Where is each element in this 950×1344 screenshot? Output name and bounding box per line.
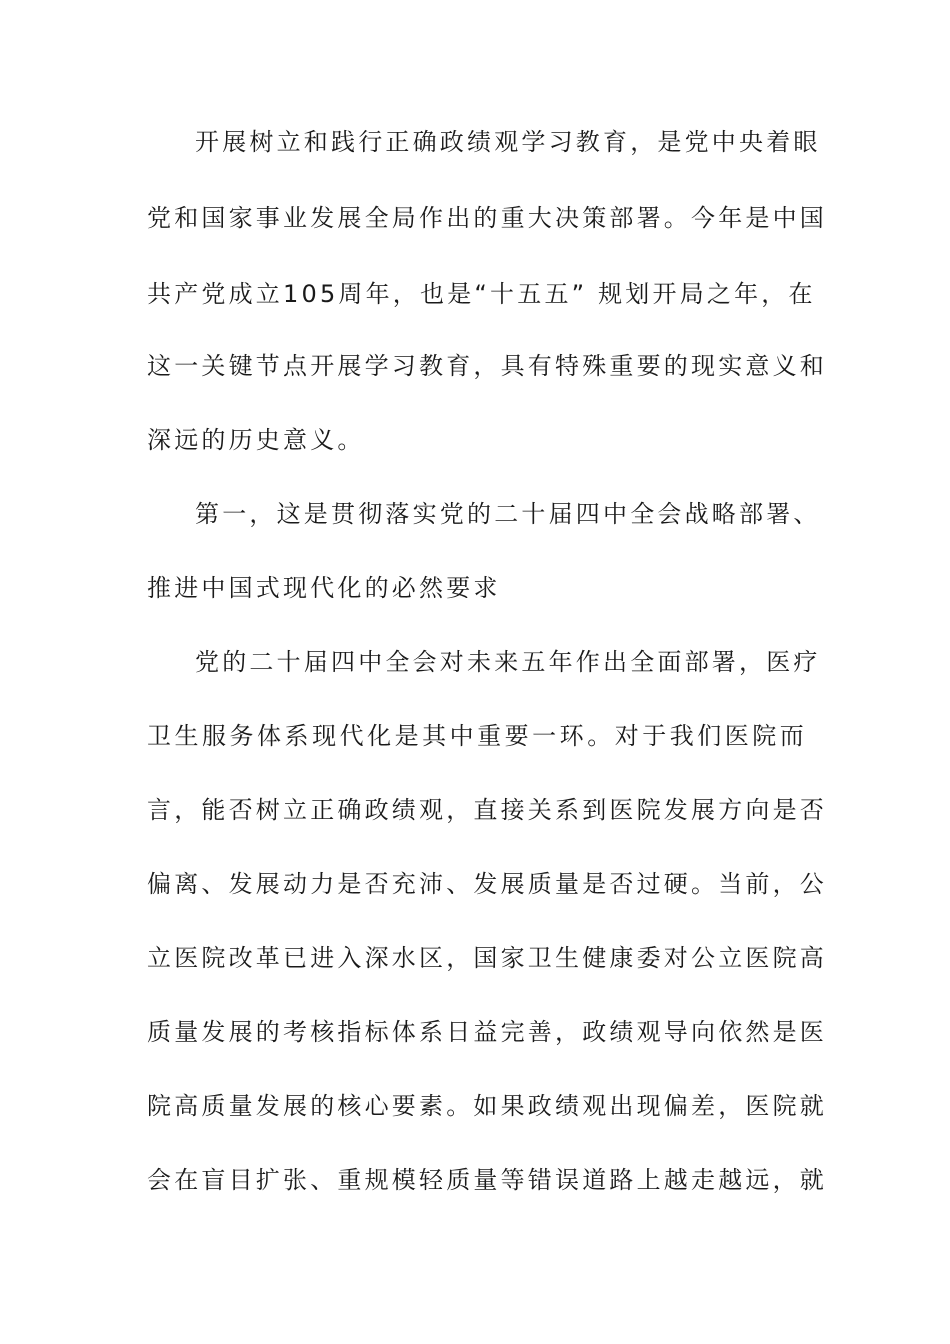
section-heading-line: 第一，这是贯彻落实党的二十届四中全会战略部署、 (195, 500, 821, 528)
text-line: 言，能否树立正确政绩观，直接关系到医院发展方向是否 (147, 796, 827, 824)
text-line: 会在盲目扩张、重规模轻质量等错误道路上越走越远，就 (147, 1166, 827, 1194)
text-line: 立医院改革已进入深水区，国家卫生健康委对公立医院高 (147, 944, 827, 972)
text-line: 党和国家事业发展全局作出的重大决策部署。今年是中国 (147, 204, 827, 232)
text-line: 深远的历史意义。 (147, 426, 365, 454)
text-line: 党的二十届四中全会对未来五年作出全面部署，医疗 (195, 648, 821, 676)
text-line: 卫生服务体系现代化是其中重要一环。对于我们医院而 (147, 722, 807, 750)
text-line: 共产党成立105周年，也是“十五五” 规划开局之年，在 (147, 280, 816, 308)
text-line: 院高质量发展的核心要素。如果政绩观出现偏差，医院就 (147, 1092, 827, 1120)
section-heading-line: 推进中国式现代化的必然要求 (147, 574, 501, 602)
text-line: 质量发展的考核指标体系日益完善，政绩观导向依然是医 (147, 1018, 827, 1046)
text-line: 开展树立和践行正确政绩观学习教育，是党中央着眼 (195, 128, 821, 156)
text-line: 这一关键节点开展学习教育，具有特殊重要的现实意义和 (147, 352, 827, 380)
text-line: 偏离、发展动力是否充沛、发展质量是否过硬。当前，公 (147, 870, 827, 898)
